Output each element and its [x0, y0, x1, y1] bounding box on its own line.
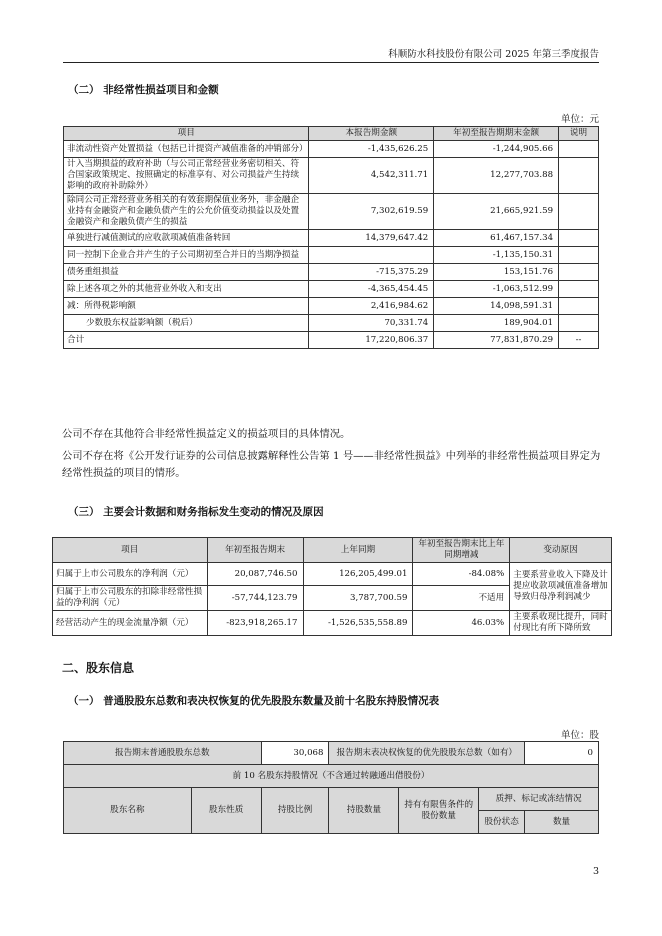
row-ytd: 77,831,870.29	[434, 332, 559, 349]
table-row	[53, 563, 612, 586]
row-current: -1,435,626.25	[309, 141, 434, 158]
table-row	[64, 264, 599, 281]
row-item: 非流动性资产处置损益（包括已计提资产减值准备的冲销部分）	[64, 141, 309, 158]
table-row	[64, 194, 599, 230]
table-header-row	[64, 788, 599, 811]
row-change: 不适用	[413, 586, 510, 611]
row-current: 17,220,806.37	[309, 332, 434, 349]
table-header-row	[53, 538, 612, 563]
table-row	[64, 298, 599, 315]
section-title-changes: （三） 主要会计数据和财务指标发生变动的情况及原因	[68, 506, 324, 518]
total-shareholders-label: 报告期末普通股股东总数	[64, 742, 262, 765]
section-title-nonrecurring: （二） 非经常性损益项目和金额	[68, 84, 219, 96]
col-header: 项目	[53, 538, 208, 563]
header-rule	[63, 62, 599, 63]
row-note	[559, 230, 599, 247]
row-note	[559, 158, 599, 194]
row-ytd: -823,918,265.17	[207, 611, 303, 636]
row-note	[559, 141, 599, 158]
row-prior: 126,205,499.01	[303, 563, 413, 586]
col-header-pledge: 质押、标记或冻结情况	[479, 788, 599, 811]
paragraph-no-reclassification: 公司不存在将《公开发行证券的公司信息披露解释性公告第 1 号——非经常性损益》中列举的非经常性损益项目界定为经常性损益的项目的情形。	[62, 450, 601, 479]
row-ytd: 61,467,157.34	[434, 230, 559, 247]
row-change: -84.08%	[413, 563, 510, 586]
row-item: 少数股东权益影响额（税后）	[64, 315, 309, 332]
row-change: 46.03%	[413, 611, 510, 636]
row-ytd: -57,744,123.79	[207, 586, 303, 611]
pref-shareholders-value: 0	[525, 742, 599, 765]
row-note	[559, 264, 599, 281]
nonrecurring-table	[63, 126, 599, 349]
table-row	[64, 158, 599, 194]
row-prior: -1,526,535,558.89	[303, 611, 413, 636]
row-current: -715,375.29	[309, 264, 434, 281]
page-header: 科顺防水科技股份有限公司 2025 年第三季度报告	[388, 49, 599, 60]
col-header: 本报告期金额	[309, 127, 434, 141]
table-row	[64, 141, 599, 158]
row-current: -4,365,454.45	[309, 281, 434, 298]
row-item: 归属于上市公司股东的扣除非经常性损益的净利润（元）	[53, 586, 208, 611]
col-header: 年初至报告期期末金额	[434, 127, 559, 141]
row-note	[559, 247, 599, 264]
row-ytd: 189,904.01	[434, 315, 559, 332]
row-prior: 3,787,700.59	[303, 586, 413, 611]
col-header-status: 股份状态	[479, 811, 525, 834]
row-item: 计入当期损益的政府补助（与公司正常经营业务密切相关、符合国家政策规定、按照确定的标准享有、对公司损益产生持续影响的政府补助除外）	[64, 158, 309, 194]
row-item: 除同公司正常经营业务相关的有效套期保值业务外，非金融企业持有金融资产和金融负债产生的公允价值变动损益以及处置金融资产和金融负债产生的损益	[64, 194, 309, 230]
col-header-qty: 持股数量	[329, 788, 399, 834]
row-ytd: 14,098,591.31	[434, 298, 559, 315]
row-ytd: 20,087,746.50	[207, 563, 303, 586]
row-item: 经营活动产生的现金流量净额（元）	[53, 611, 208, 636]
row-reason: 主要系营业收入下降及计提应收款项减值准备增加导致归母净利润减少	[510, 563, 612, 611]
row-current	[309, 247, 434, 264]
shareholders-table	[63, 741, 599, 834]
col-header-ratio: 持股比例	[261, 788, 329, 834]
row-item: 减：所得税影响额	[64, 298, 309, 315]
changes-table	[52, 537, 612, 636]
col-header: 说明	[559, 127, 599, 141]
row-ytd: 21,665,921.59	[434, 194, 559, 230]
table-row	[64, 765, 599, 788]
row-note: --	[559, 332, 599, 349]
row-ytd: -1,244,905.66	[434, 141, 559, 158]
total-shareholders-value: 30,068	[261, 742, 329, 765]
row-note	[559, 298, 599, 315]
row-item: 合计	[64, 332, 309, 349]
row-note	[559, 281, 599, 298]
row-ytd: 153,151.76	[434, 264, 559, 281]
col-header-amount: 数量	[525, 811, 599, 834]
unit-label: 单位：股	[560, 730, 599, 741]
top10-title: 前 10 名股东持股情况（不含通过转融通出借股份）	[64, 765, 599, 788]
table-row	[64, 247, 599, 264]
row-note	[559, 315, 599, 332]
unit-label: 单位：元	[560, 114, 599, 125]
row-item: 单独进行减值测试的应收款项减值准备转回	[64, 230, 309, 247]
page-number: 3	[592, 866, 599, 877]
table-header-row	[64, 127, 599, 141]
row-item: 债务重组损益	[64, 264, 309, 281]
row-note	[559, 194, 599, 230]
table-row	[53, 611, 612, 636]
col-header: 变动原因	[510, 538, 612, 563]
row-ytd: 12,277,703.88	[434, 158, 559, 194]
row-ytd: -1,135,150.31	[434, 247, 559, 264]
row-current: 4,542,311.71	[309, 158, 434, 194]
row-current: 70,331.74	[309, 315, 434, 332]
col-header-name: 股东名称	[64, 788, 192, 834]
table-row-total	[64, 332, 599, 349]
table-row	[64, 742, 599, 765]
table-row	[64, 281, 599, 298]
col-header: 年初至报告期末比上年同期增减	[413, 538, 510, 563]
table-row	[64, 315, 599, 332]
paragraph-no-other-items: 公司不存在其他符合非经常性损益定义的损益项目的具体情况。	[62, 428, 351, 440]
section-heading-shareholders: 二、股东信息	[62, 661, 135, 675]
row-item: 同一控制下企业合并产生的子公司期初至合并日的当期净损益	[64, 247, 309, 264]
row-item: 除上述各项之外的其他营业外收入和支出	[64, 281, 309, 298]
col-header-nature: 股东性质	[191, 788, 261, 834]
col-header-restricted: 持有有限售条件的股份数量	[399, 788, 479, 834]
col-header: 年初至报告期末	[207, 538, 303, 563]
row-current: 14,379,647.42	[309, 230, 434, 247]
row-current: 2,416,984.62	[309, 298, 434, 315]
col-header: 项目	[64, 127, 309, 141]
row-item: 归属于上市公司股东的净利润（元）	[53, 563, 208, 586]
row-current: 7,302,619.59	[309, 194, 434, 230]
section-title-shareholders: （一） 普通股股东总数和表决权恢复的优先股股东数量及前十名股东持股情况表	[68, 695, 440, 707]
col-header: 上年同期	[303, 538, 413, 563]
row-ytd: -1,063,512.99	[434, 281, 559, 298]
row-reason: 主要系收现比提升，同时付现比有所下降所致	[510, 611, 612, 636]
pref-shareholders-label: 报告期末表决权恢复的优先股股东总数（如有）	[329, 742, 525, 765]
table-row	[64, 230, 599, 247]
